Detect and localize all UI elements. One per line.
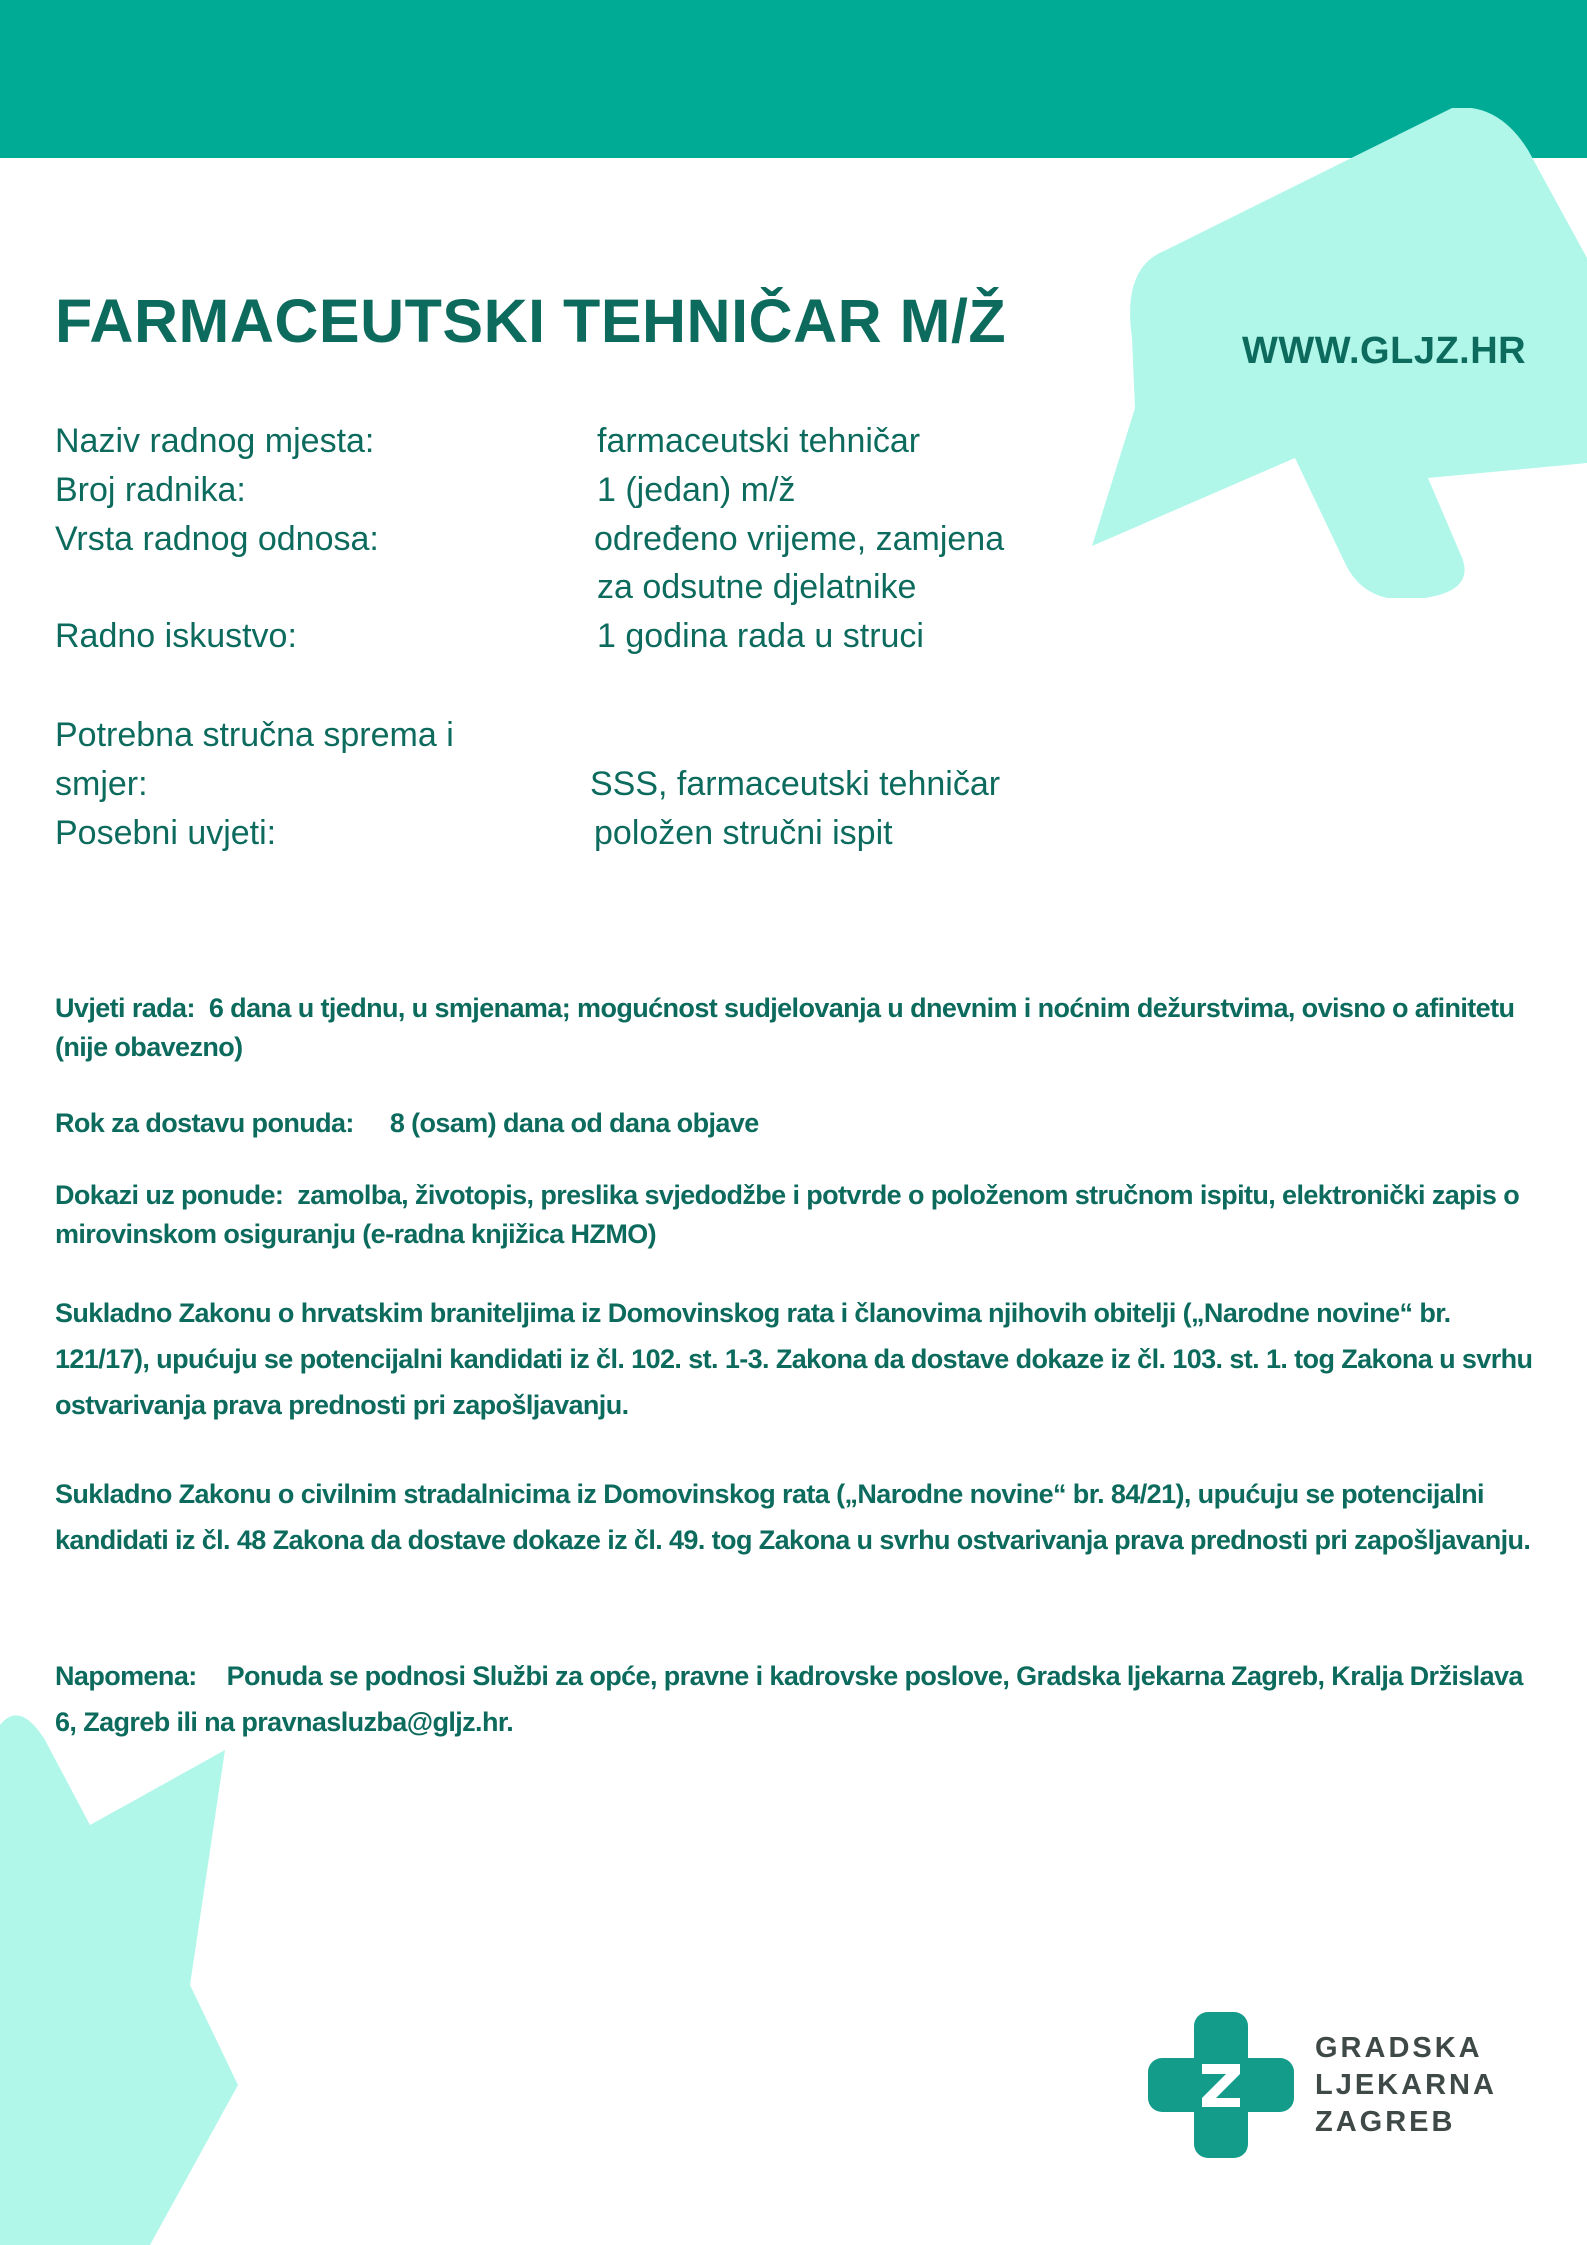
logo-line-2: LJEKARNA xyxy=(1315,2069,1497,2101)
decorative-arrow-shape xyxy=(0,1710,240,2245)
deadline-label: Rok za dostavu ponuda: xyxy=(55,1108,354,1138)
veterans-law-paragraph: Sukladno Zakonu o hrvatskim braniteljima iz Domovinskog rata i članovima njihovih obitelji („Narodne novine“ br. 121/17), upućuju se potencijalni kandidati iz čl. 102. st. 1-3. Zakona da dostave dokaze iz čl. 103. st. 1. tog Zakona u svrhu ostvarivanja prava prednosti pri zapošljavanju. xyxy=(55,1298,1533,1420)
worker-count-label: Broj radnika: xyxy=(55,471,246,509)
deadline-text: 8 (osam) dana od dana objave xyxy=(389,1108,759,1138)
website-link[interactable]: WWW.GLJZ.HR xyxy=(1242,330,1527,372)
civilians-law-paragraph: Sukladno Zakonu o civilnim stradalnicima iz Domovinskog rata („Narodne novine“ br. 84/21), upućuju se potencijalni kandidati iz čl. 48 Zakona da dostave dokaze iz čl. 49. tog Zakona u svrhu ostvarivanja prava prednosti pri zapošljavanju. xyxy=(55,1479,1531,1555)
documents-paragraph xyxy=(55,1176,1535,1254)
contract-type-label: Vrsta radnog odnosa: xyxy=(55,520,379,558)
work-conditions-text: 6 dana u tjednu, u smjenama; mogućnost sudjelovanja u dnevnim i noćnim dežurstvima, ovisno o afinitetu (nije obavezno) xyxy=(55,993,1515,1062)
contract-type-value-line2: za odsutne djelatnike xyxy=(597,568,917,606)
note-paragraph xyxy=(55,1653,1535,1745)
logo-line-3: ZAGREB xyxy=(1315,2106,1456,2138)
documents-text: zamolba, životopis, preslika svjedodžbe i potvrde o položenom stručnom ispitu, elektronički zapis o mirovinskom osiguranju (e-radna knjižica HZMO) xyxy=(55,1180,1520,1249)
cross-z-logo-icon xyxy=(1148,2012,1294,2158)
position-value: farmaceutski tehničar xyxy=(597,422,921,460)
experience-label: Radno iskustvo: xyxy=(55,617,297,655)
contract-type-value-line1: određeno vrijeme, zamjena xyxy=(594,520,1005,558)
education-label-line1: Potrebna stručna sprema i xyxy=(55,716,454,754)
note-text: Ponuda se podnosi Službi za opće, pravne i kadrovske poslove, Gradska ljekarna Zagreb, Kralja Držislava 6, Zagreb ili na pravnasluzba@gljz.hr. xyxy=(55,1661,1523,1737)
work-conditions-label: Uvjeti rada: xyxy=(55,993,195,1023)
education-value: SSS, farmaceutski tehničar xyxy=(590,765,1001,803)
position-label: Naziv radnog mjesta: xyxy=(55,422,375,460)
deadline-paragraph xyxy=(55,1104,1535,1143)
page-title: FARMACEUTSKI TEHNIČAR M/Ž xyxy=(55,287,1007,355)
special-conditions-value: položen stručni ispit xyxy=(594,814,893,852)
work-conditions-paragraph xyxy=(55,989,1535,1067)
logo-line-1: GRADSKA xyxy=(1315,2032,1483,2064)
note-label: Napomena: xyxy=(55,1661,197,1691)
logo-wordmark xyxy=(1315,2030,1497,2141)
special-conditions-label: Posebni uvjeti: xyxy=(55,814,277,852)
education-label-line2: smjer: xyxy=(55,765,148,803)
worker-count-value: 1 (jedan) m/ž xyxy=(597,471,796,509)
documents-label: Dokazi uz ponude: xyxy=(55,1180,284,1210)
experience-value: 1 godina rada u struci xyxy=(597,617,924,655)
